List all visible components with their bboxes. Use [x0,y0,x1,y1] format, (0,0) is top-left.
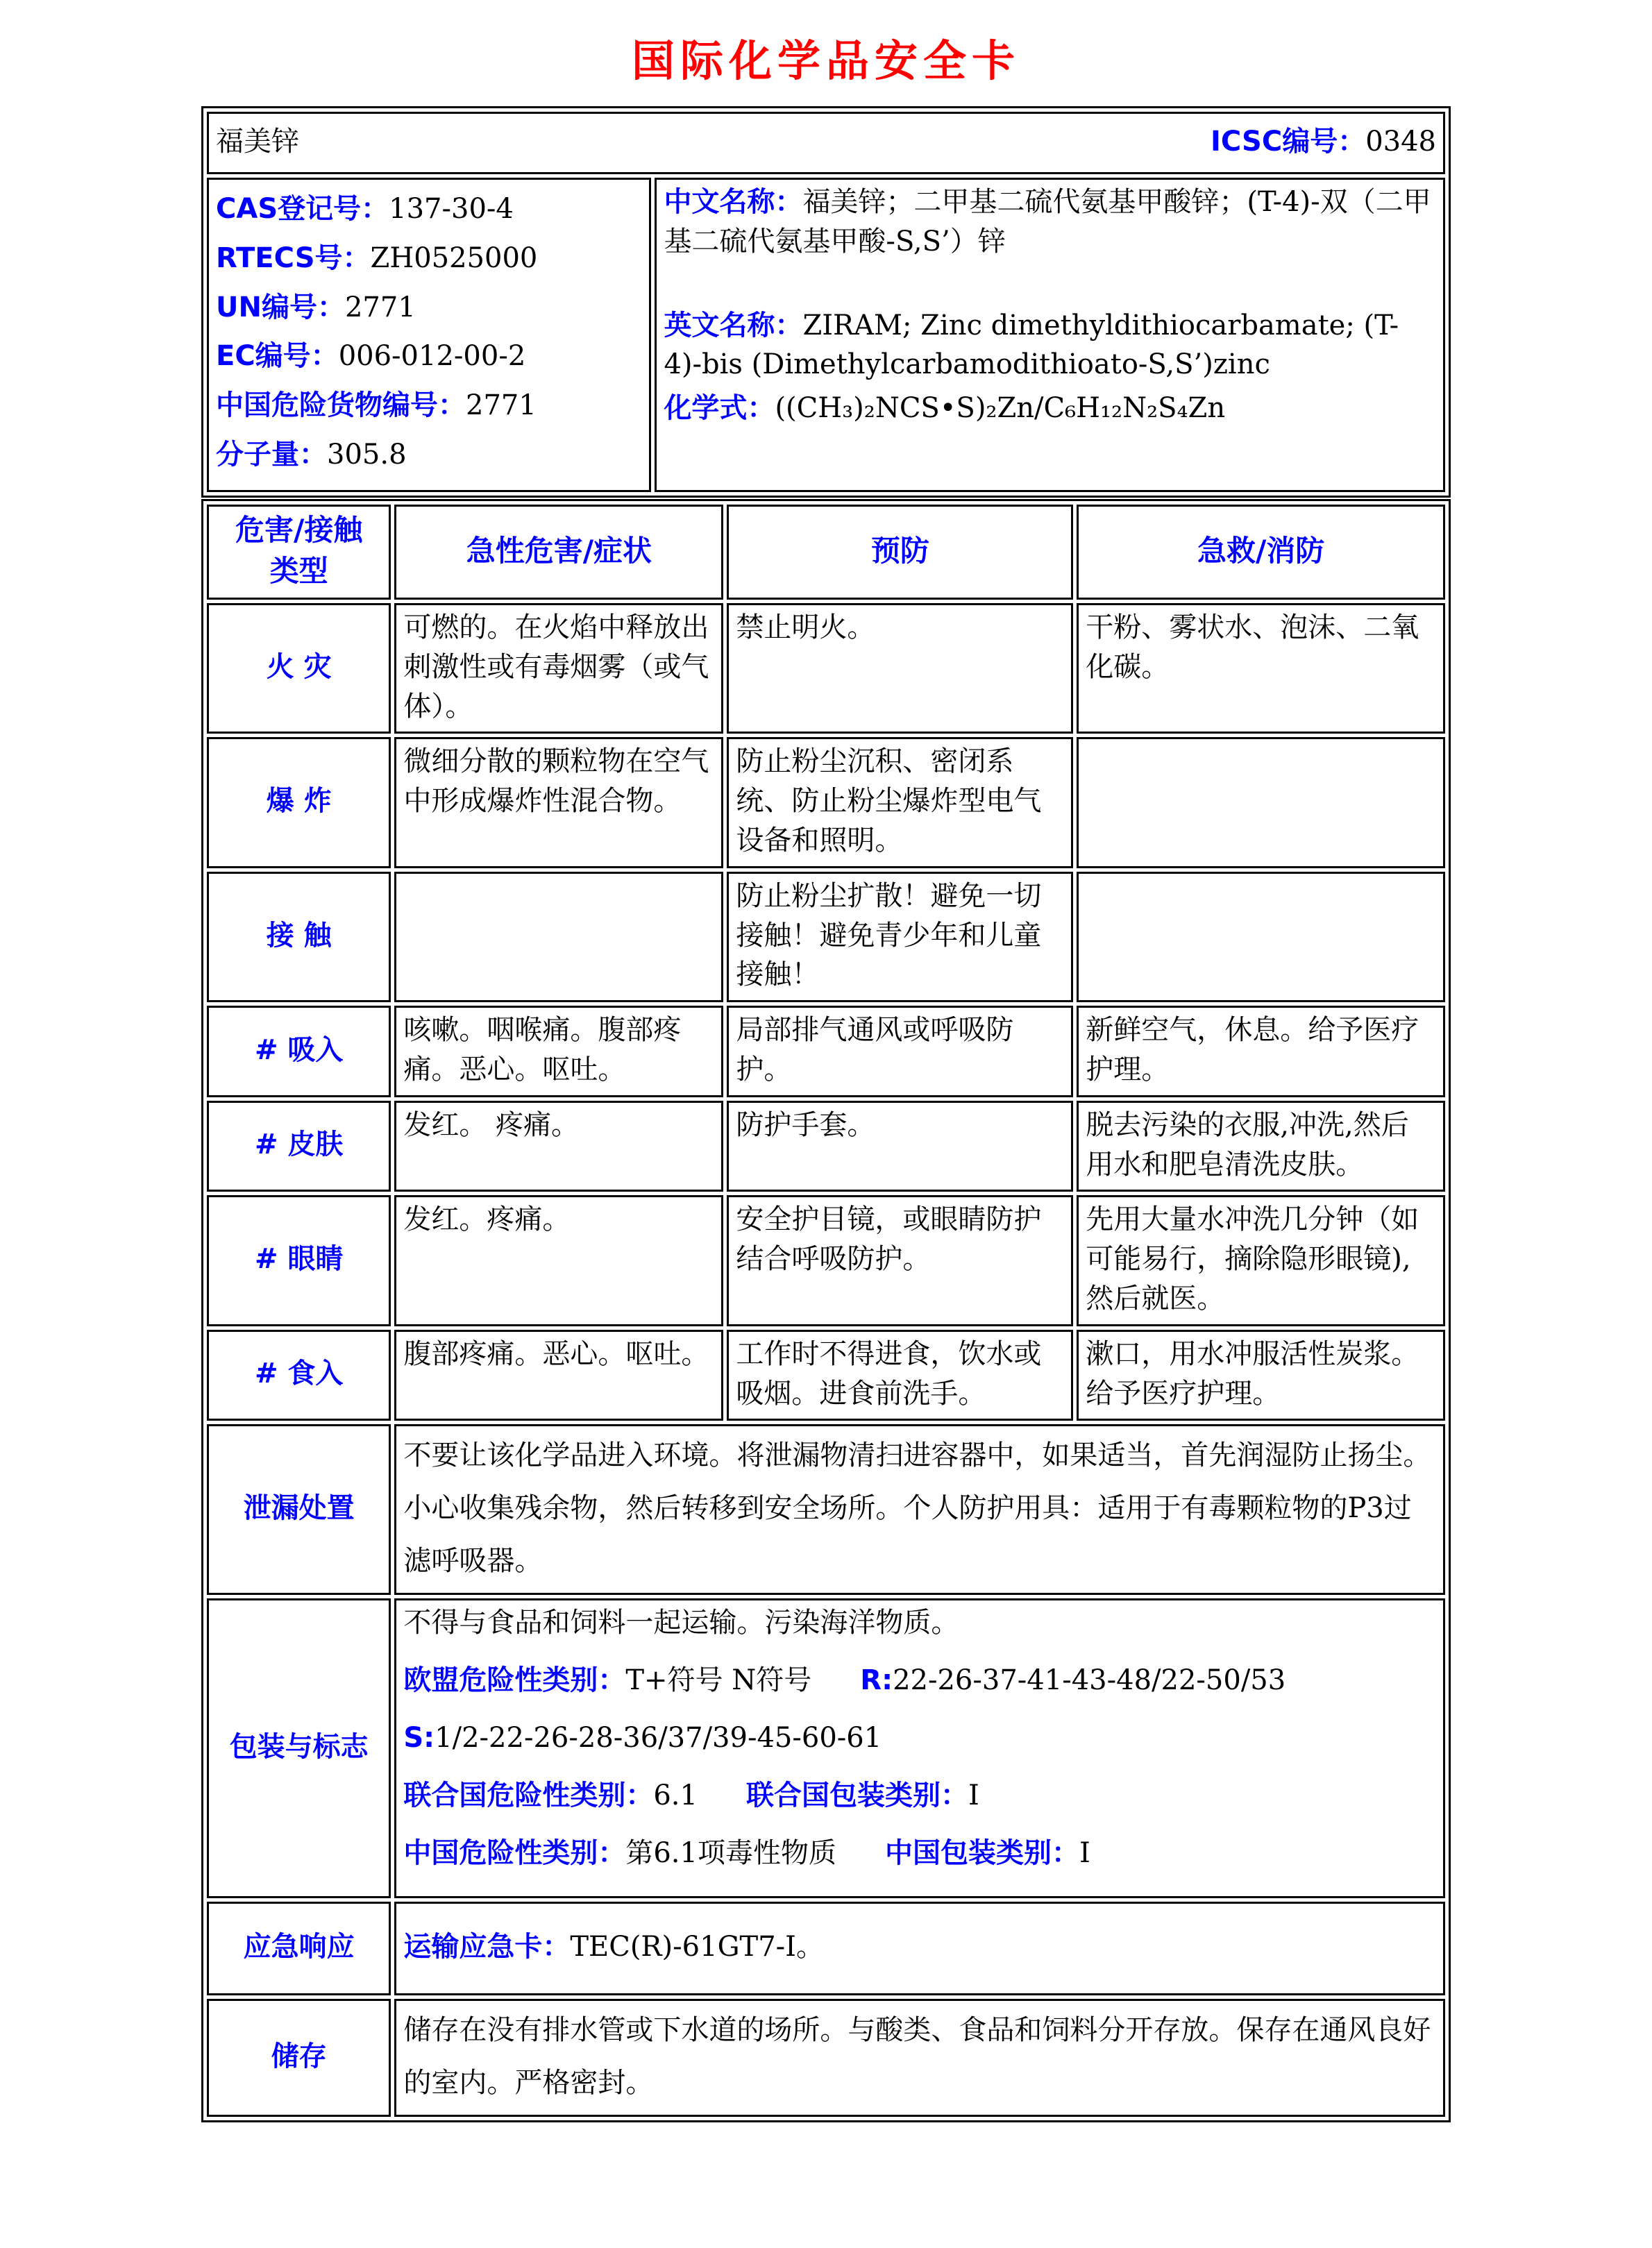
table-row-skin [207,1101,1445,1192]
skin-prevention: 防护手套。 [727,1101,1073,1192]
packaging-transport-note: 不得与食品和饲料一起运输。污染海洋物质。 [403,1607,959,1639]
fire-prevention: 禁止明火。 [727,603,1073,734]
formula-label: 化学式： [664,392,775,425]
un-number-line [216,288,642,328]
substance-name: 福美锌 [216,125,299,158]
title-bar-row [207,112,1445,174]
packaging-type-label: 包装与标志 [207,1598,391,1898]
table-row-storage [207,1999,1445,2117]
title-bar-cell [207,112,1445,174]
molecular-weight-value: 305.8 [327,438,407,471]
names-cell [655,178,1445,492]
skin-symptoms: 发红。 疼痛。 [394,1101,723,1192]
ingestion-type-label: # 食入 [207,1330,391,1421]
transport-emergency-card-label: 运输应急卡： [403,1931,571,1963]
china-dg-number-line [216,386,642,425]
identification-table [201,106,1451,498]
skin-response: 脱去污染的衣服,冲洗,然后用水和肥皂清洗皮肤。 [1077,1101,1445,1192]
eyes-response: 先用大量水冲洗几分钟（如可能易行，摘除隐形眼镜),然后就医。 [1077,1195,1445,1326]
inhalation-symptoms: 咳嗽。咽喉痛。腹部疼痛。恶心。呕吐。 [394,1006,723,1097]
cn-packing-group-value: I [1079,1836,1090,1869]
table-row-contact [207,872,1445,1002]
fire-symptoms: 可燃的。在火焰中释放出刺激性或有毒烟雾（或气体）。 [394,603,723,734]
registry-numbers-cell [207,178,651,492]
chinese-name-block [664,183,1436,262]
contact-response [1077,872,1445,1002]
ec-number-line [216,337,642,376]
eu-hazard-class-label: 欧盟危险性类别： [403,1664,626,1697]
explosion-type-label: 爆 炸 [207,737,391,868]
packaging-eu-line [403,1661,1436,1700]
icsc-number-value: 0348 [1365,125,1436,158]
eyes-prevention: 安全护目镜，或眼睛防护结合呼吸防护。 [727,1195,1073,1326]
s-phrases-label: S: [403,1721,435,1754]
ec-number-label: EC编号： [216,340,339,373]
ingestion-prevention: 工作时不得进食，饮水或吸烟。进食前洗手。 [727,1330,1073,1421]
table-row-inhalation [207,1006,1445,1097]
formula-value: ((CH₃)₂NCS•S)₂Zn/C₆H₁₂N₂S₄Zn [775,392,1226,425]
inhalation-prevention: 局部排气通风或呼吸防护。 [727,1006,1073,1097]
ingestion-response: 漱口，用水冲服活性炭浆。给予医疗护理。 [1077,1330,1445,1421]
formula-block [664,389,1436,428]
explosion-symptoms: 微细分散的颗粒物在空气中形成爆炸性混合物。 [394,737,723,868]
china-dg-number-label: 中国危险货物编号： [216,389,466,422]
fire-type-label: 火 灾 [207,603,391,734]
identifiers-row [207,178,1445,492]
chinese-name-value: 福美锌；二甲基二硫代氨基甲酸锌；(T-4)-双（二甲基二硫代氨基甲酸-S,S’）锌 [664,186,1431,257]
cas-number-value: 137-30-4 [389,193,514,225]
header-response: 急救/消防 [1077,505,1445,600]
safety-card-sheet [201,106,1451,2122]
explosion-response [1077,737,1445,868]
page-title: 国际化学品安全卡 [631,35,1020,86]
explosion-prevention: 防止粉尘沉积、密闭系统、防止粉尘爆炸型电气设备和照明。 [727,737,1073,868]
header-prevention: 预防 [727,505,1073,600]
emergency-cell [394,1902,1445,1995]
table-row-fire [207,603,1445,734]
chinese-name-label: 中文名称： [664,186,803,218]
cas-number-line [216,189,642,229]
table-row-eyes [207,1195,1445,1326]
rtecs-number-line [216,239,642,278]
icsc-number-label: ICSC编号： [1211,125,1366,158]
molecular-weight-line [216,435,642,475]
table-row-spill [207,1424,1445,1595]
packaging-cn-line [403,1834,1436,1873]
english-name-label: 英文名称： [664,309,803,341]
molecular-weight-label: 分子量： [216,438,327,471]
table-row-packaging [207,1598,1445,1898]
contact-prevention: 防止粉尘扩散！避免一切接触！避免青少年和儿童接触！ [727,872,1073,1002]
table-row-emergency [207,1902,1445,1995]
skin-type-label: # 皮肤 [207,1101,391,1192]
storage-text: 储存在没有排水管或下水道的场所。与酸类、食品和饲料分开存放。保存在通风良好的室内。严格密封。 [394,1999,1445,2117]
table-row-explosion [207,737,1445,868]
cn-packing-group-label: 中国包装类别： [884,1836,1079,1869]
eyes-type-label: # 眼睛 [207,1195,391,1326]
contact-symptoms [394,872,723,1002]
fire-response: 干粉、雾状水、泡沫、二氧化碳。 [1077,603,1445,734]
un-number-label: UN编号： [216,291,345,323]
icsc-number-field [1211,122,1436,162]
un-hazard-class-value: 6.1 [653,1779,698,1811]
transport-emergency-card-value: TEC(R)-61GT7-I。 [570,1931,824,1963]
rtecs-number-value: ZH0525000 [370,242,538,274]
english-name-value: ZIRAM; Zinc dimethyldithiocarbamate; (T-4)-bis (Dimethylcarbamodithioato-S,S’)zinc [664,309,1399,381]
un-number-value: 2771 [344,291,416,323]
inhalation-type-label: # 吸入 [207,1006,391,1097]
r-phrases-label: R: [860,1664,893,1697]
hazard-header-row [207,505,1445,600]
cas-number-label: CAS登记号： [216,193,389,225]
contact-type-label: 接 触 [207,872,391,1002]
english-name-block [664,306,1436,385]
storage-type-label: 储存 [207,1999,391,2117]
rtecs-number-label: RTECS号： [216,242,371,274]
table-row-ingestion [207,1330,1445,1421]
r-phrases-value: 22-26-37-41-43-48/22-50/53 [893,1664,1286,1697]
packaging-s-line [403,1718,1436,1758]
ingestion-symptoms: 腹部疼痛。恶心。呕吐。 [394,1330,723,1421]
un-hazard-class-label: 联合国危险性类别： [403,1779,654,1811]
packaging-un-line [403,1776,1436,1816]
china-dg-number-value: 2771 [466,389,537,422]
header-hazard-type: 危害/接触 类型 [207,505,391,600]
un-packing-group-label: 联合国包装类别： [745,1779,968,1811]
header-symptoms: 急性危害/症状 [394,505,723,600]
emergency-type-label: 应急响应 [207,1902,391,1995]
packaging-cell [394,1598,1445,1898]
cn-hazard-class-label: 中国危险性类别： [403,1836,626,1869]
spill-text: 不要让该化学品进入环境。将泄漏物清扫进容器中，如果适当，首先润湿防止扬尘。小心收集残余物，然后转移到安全场所。个人防护用具：适用于有毒颗粒物的P3过滤呼吸器。 [394,1424,1445,1595]
s-phrases-value: 1/2-22-26-28-36/37/39-45-60-61 [435,1721,882,1754]
un-packing-group-value: I [968,1779,979,1811]
hazard-table [201,499,1451,2123]
spill-type-label: 泄漏处置 [207,1424,391,1595]
cn-hazard-class-value: 第6.1项毒性物质 [625,1836,836,1869]
inhalation-response: 新鲜空气，休息。给予医疗护理。 [1077,1006,1445,1097]
eyes-symptoms: 发红。疼痛。 [394,1195,723,1326]
eu-hazard-class-value: T+符号 N符号 [625,1664,812,1697]
ec-number-value: 006-012-00-2 [338,340,526,373]
